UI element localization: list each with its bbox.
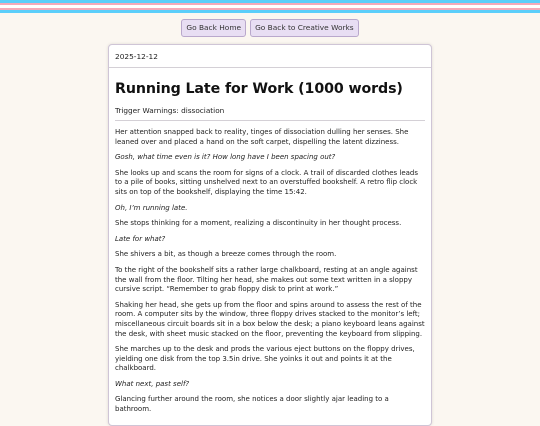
story-paragraph: Glancing further around the room, she notices a door slightly ajar leading to a bathroom. bbox=[115, 395, 389, 414]
story-body bbox=[115, 128, 425, 415]
flag-stripe bbox=[0, 10, 540, 13]
go-back-home-button[interactable]: Go Back Home bbox=[181, 19, 246, 37]
story-paragraph: She marches up to the desk and prods the various eject buttons on the floppy drives, yielding one disk from the top 3.5in drive. She yoinks it out and points it at the chalkboard. bbox=[115, 345, 415, 373]
story-paragraph: She shivers a bit, as though a breeze comes through the room. bbox=[115, 250, 337, 259]
story-paragraph: She looks up and scans the room for signs of a clock. A trail of discarded clothes leads to a pile of books, sitting unshelved next to an overstuffed bookshelf. A retro flip clock sits on top of the bookshelf, displaying the time 15:42. bbox=[115, 168, 419, 196]
story-paragraph: She stops thinking for a moment, realizing a discontinuity in her thought process. bbox=[115, 219, 402, 228]
story-thought: Gosh, what time even is it? How long have I been spacing out? bbox=[115, 153, 336, 162]
post-card bbox=[108, 44, 432, 426]
story-thought: Late for what? bbox=[115, 234, 166, 243]
story-paragraph: Shaking her head, she gets up from the floor and spins around to assess the rest of the room. A computer sits by the window, three floppy drives stacked to the monitor’s left; miscellaneous circuit boards sit in a box below the desk; a piano keyboard leans against the desk, with sheet music stacked on the floor, preventing the keyboard from slipping. bbox=[115, 300, 425, 338]
story-paragraph: Her attention snapped back to reality, tinges of dissociation dulling her senses. She leaned over and placed a hand on the soft carpet, dispelling the latent dizziness. bbox=[115, 128, 409, 146]
story-thought: What next, past self? bbox=[115, 379, 190, 388]
story-thought: Oh, I’m running late. bbox=[115, 203, 188, 212]
post-title: Running Late for Work (1000 words) bbox=[115, 81, 403, 97]
top-nav bbox=[0, 19, 540, 37]
post-date: 2025-12-12 bbox=[109, 45, 431, 68]
pride-flag-banner bbox=[0, 0, 540, 13]
post-content bbox=[109, 81, 431, 415]
story-paragraph: To the right of the bookshelf sits a rather large chalkboard, resting at an angle against the wall from the floor. Tilting her head, she makes out some text written in a sloppy cursive script. “Remember to grab floppy disk to print at work.” bbox=[115, 265, 418, 294]
go-back-to-creative-works-button[interactable]: Go Back to Creative Works bbox=[250, 19, 359, 37]
trigger-warnings: Trigger Warnings: dissociation bbox=[115, 106, 425, 121]
